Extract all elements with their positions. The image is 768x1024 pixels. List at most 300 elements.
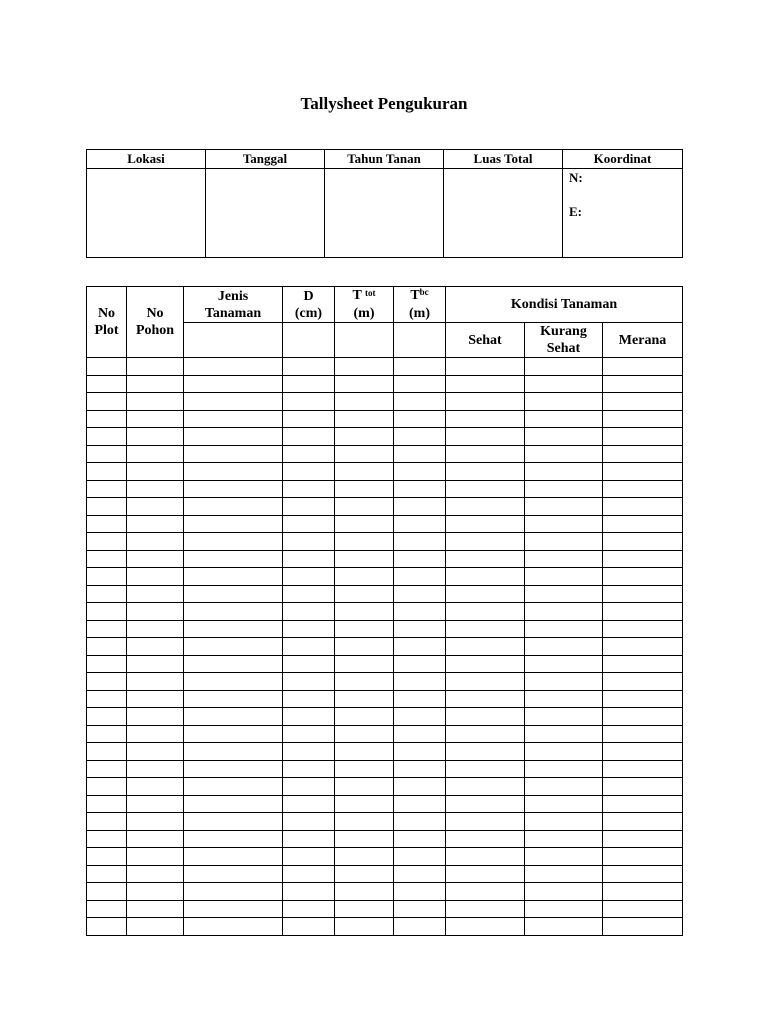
table-cell[interactable] xyxy=(87,655,127,673)
table-cell[interactable] xyxy=(283,760,335,778)
table-cell[interactable] xyxy=(446,830,525,848)
table-cell[interactable] xyxy=(127,743,184,761)
table-cell[interactable] xyxy=(603,568,683,586)
table-cell[interactable] xyxy=(446,760,525,778)
table-cell[interactable] xyxy=(127,673,184,691)
table-cell[interactable] xyxy=(603,428,683,446)
table-cell[interactable] xyxy=(603,393,683,411)
table-cell[interactable] xyxy=(87,883,127,901)
table-cell[interactable] xyxy=(283,393,335,411)
table-cell[interactable] xyxy=(603,515,683,533)
table-cell[interactable] xyxy=(525,358,603,376)
table-cell[interactable] xyxy=(184,515,283,533)
table-cell[interactable] xyxy=(87,515,127,533)
table-cell[interactable] xyxy=(525,813,603,831)
table-cell[interactable] xyxy=(184,603,283,621)
table-cell[interactable] xyxy=(335,813,394,831)
table-cell[interactable] xyxy=(127,498,184,516)
table-cell[interactable] xyxy=(283,410,335,428)
table-cell[interactable] xyxy=(87,708,127,726)
table-cell[interactable] xyxy=(283,585,335,603)
table-cell[interactable] xyxy=(184,410,283,428)
table-cell[interactable] xyxy=(394,533,446,551)
table-cell[interactable] xyxy=(394,918,446,936)
table-cell[interactable] xyxy=(525,533,603,551)
table-cell[interactable] xyxy=(603,498,683,516)
table-cell[interactable] xyxy=(394,708,446,726)
table-cell[interactable] xyxy=(525,743,603,761)
table-cell[interactable] xyxy=(394,778,446,796)
table-cell[interactable] xyxy=(127,865,184,883)
table-cell[interactable] xyxy=(335,410,394,428)
table-cell[interactable] xyxy=(394,760,446,778)
table-cell[interactable] xyxy=(525,883,603,901)
table-cell[interactable] xyxy=(603,585,683,603)
table-cell[interactable] xyxy=(394,883,446,901)
table-cell[interactable] xyxy=(87,393,127,411)
table-cell[interactable] xyxy=(335,428,394,446)
table-cell[interactable] xyxy=(603,375,683,393)
table-cell[interactable] xyxy=(525,498,603,516)
table-cell[interactable] xyxy=(446,743,525,761)
table-cell[interactable] xyxy=(603,445,683,463)
table-cell[interactable] xyxy=(184,428,283,446)
table-cell[interactable] xyxy=(394,568,446,586)
table-cell[interactable] xyxy=(525,603,603,621)
table-cell[interactable] xyxy=(446,393,525,411)
table-cell[interactable] xyxy=(127,760,184,778)
table-cell[interactable] xyxy=(335,375,394,393)
table-cell[interactable] xyxy=(603,813,683,831)
table-cell[interactable] xyxy=(127,585,184,603)
table-cell[interactable] xyxy=(283,480,335,498)
table-cell[interactable] xyxy=(394,358,446,376)
table-cell[interactable] xyxy=(127,795,184,813)
table-cell[interactable] xyxy=(127,550,184,568)
table-cell[interactable] xyxy=(283,725,335,743)
table-cell[interactable] xyxy=(127,813,184,831)
table-cell[interactable] xyxy=(127,603,184,621)
table-cell[interactable] xyxy=(283,795,335,813)
table-cell[interactable] xyxy=(283,620,335,638)
table-cell[interactable] xyxy=(525,463,603,481)
table-cell[interactable] xyxy=(87,463,127,481)
table-cell[interactable] xyxy=(525,795,603,813)
table-cell[interactable] xyxy=(525,428,603,446)
table-cell[interactable] xyxy=(335,708,394,726)
table-cell[interactable] xyxy=(335,480,394,498)
table-cell[interactable] xyxy=(335,620,394,638)
table-cell[interactable] xyxy=(394,848,446,866)
table-cell[interactable] xyxy=(283,900,335,918)
table-cell[interactable] xyxy=(127,655,184,673)
table-cell[interactable] xyxy=(335,673,394,691)
table-cell[interactable] xyxy=(525,655,603,673)
table-cell[interactable] xyxy=(446,620,525,638)
table-cell[interactable] xyxy=(87,795,127,813)
table-cell[interactable] xyxy=(603,410,683,428)
table-cell[interactable] xyxy=(184,533,283,551)
table-cell[interactable] xyxy=(283,375,335,393)
table-cell[interactable] xyxy=(283,830,335,848)
table-cell[interactable] xyxy=(446,445,525,463)
table-cell[interactable] xyxy=(394,673,446,691)
table-cell[interactable] xyxy=(127,900,184,918)
table-cell[interactable] xyxy=(446,883,525,901)
table-cell[interactable] xyxy=(87,375,127,393)
table-cell[interactable] xyxy=(283,865,335,883)
table-cell[interactable] xyxy=(127,778,184,796)
table-cell[interactable] xyxy=(184,708,283,726)
table-cell[interactable] xyxy=(335,743,394,761)
table-cell[interactable] xyxy=(283,655,335,673)
table-cell[interactable] xyxy=(87,813,127,831)
table-cell[interactable] xyxy=(603,848,683,866)
table-cell[interactable] xyxy=(87,568,127,586)
table-cell[interactable] xyxy=(446,550,525,568)
table-cell[interactable] xyxy=(87,498,127,516)
table-cell[interactable] xyxy=(525,760,603,778)
table-cell[interactable] xyxy=(184,743,283,761)
table-cell[interactable] xyxy=(283,550,335,568)
table-cell[interactable] xyxy=(335,550,394,568)
table-cell[interactable] xyxy=(603,480,683,498)
table-cell[interactable] xyxy=(283,743,335,761)
table-cell[interactable] xyxy=(525,900,603,918)
table-cell[interactable] xyxy=(394,410,446,428)
tahun-tanan-cell[interactable] xyxy=(325,169,444,258)
table-cell[interactable] xyxy=(184,795,283,813)
table-cell[interactable] xyxy=(394,690,446,708)
table-cell[interactable] xyxy=(446,515,525,533)
table-cell[interactable] xyxy=(184,480,283,498)
table-cell[interactable] xyxy=(127,480,184,498)
table-cell[interactable] xyxy=(446,900,525,918)
table-cell[interactable] xyxy=(394,515,446,533)
table-cell[interactable] xyxy=(603,550,683,568)
table-cell[interactable] xyxy=(394,865,446,883)
table-cell[interactable] xyxy=(335,883,394,901)
table-cell[interactable] xyxy=(394,585,446,603)
table-cell[interactable] xyxy=(446,638,525,656)
table-cell[interactable] xyxy=(603,690,683,708)
table-cell[interactable] xyxy=(283,708,335,726)
table-cell[interactable] xyxy=(184,778,283,796)
table-cell[interactable] xyxy=(283,638,335,656)
table-cell[interactable] xyxy=(446,778,525,796)
table-cell[interactable] xyxy=(184,725,283,743)
table-cell[interactable] xyxy=(184,620,283,638)
table-cell[interactable] xyxy=(603,760,683,778)
table-cell[interactable] xyxy=(283,428,335,446)
table-cell[interactable] xyxy=(335,463,394,481)
table-cell[interactable] xyxy=(446,848,525,866)
table-cell[interactable] xyxy=(184,655,283,673)
table-cell[interactable] xyxy=(603,655,683,673)
table-cell[interactable] xyxy=(394,743,446,761)
table-cell[interactable] xyxy=(87,358,127,376)
table-cell[interactable] xyxy=(335,725,394,743)
table-cell[interactable] xyxy=(184,585,283,603)
table-cell[interactable] xyxy=(394,550,446,568)
table-cell[interactable] xyxy=(87,533,127,551)
table-cell[interactable] xyxy=(603,743,683,761)
table-cell[interactable] xyxy=(335,585,394,603)
table-cell[interactable] xyxy=(603,795,683,813)
table-cell[interactable] xyxy=(446,813,525,831)
table-cell[interactable] xyxy=(335,498,394,516)
table-cell[interactable] xyxy=(87,673,127,691)
table-cell[interactable] xyxy=(184,848,283,866)
table-cell[interactable] xyxy=(335,515,394,533)
table-cell[interactable] xyxy=(394,480,446,498)
table-cell[interactable] xyxy=(184,690,283,708)
table-cell[interactable] xyxy=(184,918,283,936)
table-cell[interactable] xyxy=(283,515,335,533)
table-cell[interactable] xyxy=(87,620,127,638)
table-cell[interactable] xyxy=(446,533,525,551)
table-cell[interactable] xyxy=(446,865,525,883)
table-cell[interactable] xyxy=(87,445,127,463)
table-cell[interactable] xyxy=(283,690,335,708)
table-cell[interactable] xyxy=(603,533,683,551)
table-cell[interactable] xyxy=(394,795,446,813)
table-cell[interactable] xyxy=(335,358,394,376)
table-cell[interactable] xyxy=(525,480,603,498)
table-cell[interactable] xyxy=(127,375,184,393)
table-cell[interactable] xyxy=(184,568,283,586)
table-cell[interactable] xyxy=(335,638,394,656)
table-cell[interactable] xyxy=(394,813,446,831)
table-cell[interactable] xyxy=(283,813,335,831)
table-cell[interactable] xyxy=(525,830,603,848)
table-cell[interactable] xyxy=(525,918,603,936)
table-cell[interactable] xyxy=(184,393,283,411)
table-cell[interactable] xyxy=(603,620,683,638)
table-cell[interactable] xyxy=(87,480,127,498)
table-cell[interactable] xyxy=(446,708,525,726)
table-cell[interactable] xyxy=(603,778,683,796)
table-cell[interactable] xyxy=(446,410,525,428)
table-cell[interactable] xyxy=(394,498,446,516)
table-cell[interactable] xyxy=(603,603,683,621)
table-cell[interactable] xyxy=(127,918,184,936)
table-cell[interactable] xyxy=(87,603,127,621)
table-cell[interactable] xyxy=(394,445,446,463)
table-cell[interactable] xyxy=(184,865,283,883)
table-cell[interactable] xyxy=(127,463,184,481)
table-cell[interactable] xyxy=(446,463,525,481)
table-cell[interactable] xyxy=(446,375,525,393)
koordinat-cell[interactable] xyxy=(563,169,683,258)
table-cell[interactable] xyxy=(127,445,184,463)
table-cell[interactable] xyxy=(335,393,394,411)
table-cell[interactable] xyxy=(283,883,335,901)
table-cell[interactable] xyxy=(335,918,394,936)
table-cell[interactable] xyxy=(603,883,683,901)
table-cell[interactable] xyxy=(87,638,127,656)
table-cell[interactable] xyxy=(603,673,683,691)
table-cell[interactable] xyxy=(335,795,394,813)
table-cell[interactable] xyxy=(87,865,127,883)
table-cell[interactable] xyxy=(446,568,525,586)
table-cell[interactable] xyxy=(127,515,184,533)
table-cell[interactable] xyxy=(335,533,394,551)
table-cell[interactable] xyxy=(283,673,335,691)
table-cell[interactable] xyxy=(335,568,394,586)
table-cell[interactable] xyxy=(127,883,184,901)
table-cell[interactable] xyxy=(283,533,335,551)
table-cell[interactable] xyxy=(394,463,446,481)
table-cell[interactable] xyxy=(184,498,283,516)
table-cell[interactable] xyxy=(394,393,446,411)
table-cell[interactable] xyxy=(335,690,394,708)
table-cell[interactable] xyxy=(335,655,394,673)
table-cell[interactable] xyxy=(184,358,283,376)
table-cell[interactable] xyxy=(127,358,184,376)
table-cell[interactable] xyxy=(394,620,446,638)
table-cell[interactable] xyxy=(446,673,525,691)
table-cell[interactable] xyxy=(446,585,525,603)
table-cell[interactable] xyxy=(87,760,127,778)
luas-total-cell[interactable] xyxy=(444,169,563,258)
lokasi-cell[interactable] xyxy=(87,169,206,258)
tanggal-cell[interactable] xyxy=(206,169,325,258)
table-cell[interactable] xyxy=(283,918,335,936)
table-cell[interactable] xyxy=(184,813,283,831)
table-cell[interactable] xyxy=(87,743,127,761)
table-cell[interactable] xyxy=(127,428,184,446)
table-cell[interactable] xyxy=(87,690,127,708)
table-cell[interactable] xyxy=(603,638,683,656)
table-cell[interactable] xyxy=(184,760,283,778)
table-cell[interactable] xyxy=(394,375,446,393)
table-cell[interactable] xyxy=(127,708,184,726)
table-cell[interactable] xyxy=(127,410,184,428)
table-cell[interactable] xyxy=(446,358,525,376)
table-cell[interactable] xyxy=(603,830,683,848)
table-cell[interactable] xyxy=(525,550,603,568)
table-cell[interactable] xyxy=(184,883,283,901)
table-cell[interactable] xyxy=(394,638,446,656)
table-cell[interactable] xyxy=(446,480,525,498)
table-cell[interactable] xyxy=(446,690,525,708)
table-cell[interactable] xyxy=(525,375,603,393)
table-cell[interactable] xyxy=(446,725,525,743)
table-cell[interactable] xyxy=(184,638,283,656)
table-cell[interactable] xyxy=(525,445,603,463)
table-cell[interactable] xyxy=(87,550,127,568)
table-cell[interactable] xyxy=(87,428,127,446)
table-cell[interactable] xyxy=(603,463,683,481)
table-cell[interactable] xyxy=(525,778,603,796)
table-cell[interactable] xyxy=(127,638,184,656)
table-cell[interactable] xyxy=(184,445,283,463)
table-cell[interactable] xyxy=(87,900,127,918)
table-cell[interactable] xyxy=(335,445,394,463)
table-cell[interactable] xyxy=(525,393,603,411)
table-cell[interactable] xyxy=(603,725,683,743)
table-cell[interactable] xyxy=(87,918,127,936)
table-cell[interactable] xyxy=(603,865,683,883)
table-cell[interactable] xyxy=(87,725,127,743)
table-cell[interactable] xyxy=(335,830,394,848)
table-cell[interactable] xyxy=(184,900,283,918)
table-cell[interactable] xyxy=(87,778,127,796)
table-cell[interactable] xyxy=(525,638,603,656)
table-cell[interactable] xyxy=(283,778,335,796)
table-cell[interactable] xyxy=(446,428,525,446)
table-cell[interactable] xyxy=(446,603,525,621)
table-cell[interactable] xyxy=(283,358,335,376)
table-cell[interactable] xyxy=(394,655,446,673)
table-cell[interactable] xyxy=(283,568,335,586)
table-cell[interactable] xyxy=(603,918,683,936)
table-cell[interactable] xyxy=(525,725,603,743)
table-cell[interactable] xyxy=(394,900,446,918)
table-cell[interactable] xyxy=(525,585,603,603)
table-cell[interactable] xyxy=(335,603,394,621)
table-cell[interactable] xyxy=(394,603,446,621)
table-cell[interactable] xyxy=(525,568,603,586)
table-cell[interactable] xyxy=(283,848,335,866)
table-cell[interactable] xyxy=(335,848,394,866)
table-cell[interactable] xyxy=(127,848,184,866)
table-cell[interactable] xyxy=(283,498,335,516)
table-cell[interactable] xyxy=(603,900,683,918)
table-cell[interactable] xyxy=(525,410,603,428)
table-cell[interactable] xyxy=(603,708,683,726)
table-cell[interactable] xyxy=(283,603,335,621)
table-cell[interactable] xyxy=(394,428,446,446)
table-cell[interactable] xyxy=(127,533,184,551)
table-cell[interactable] xyxy=(335,778,394,796)
table-cell[interactable] xyxy=(283,445,335,463)
table-cell[interactable] xyxy=(446,498,525,516)
table-cell[interactable] xyxy=(87,830,127,848)
table-cell[interactable] xyxy=(525,690,603,708)
table-cell[interactable] xyxy=(446,918,525,936)
table-cell[interactable] xyxy=(394,830,446,848)
table-cell[interactable] xyxy=(603,358,683,376)
table-cell[interactable] xyxy=(184,550,283,568)
table-cell[interactable] xyxy=(446,795,525,813)
table-cell[interactable] xyxy=(127,690,184,708)
table-cell[interactable] xyxy=(525,848,603,866)
table-cell[interactable] xyxy=(335,760,394,778)
table-cell[interactable] xyxy=(184,830,283,848)
table-cell[interactable] xyxy=(335,900,394,918)
table-cell[interactable] xyxy=(525,515,603,533)
table-cell[interactable] xyxy=(127,830,184,848)
table-cell[interactable] xyxy=(525,673,603,691)
table-cell[interactable] xyxy=(446,655,525,673)
table-cell[interactable] xyxy=(283,463,335,481)
table-cell[interactable] xyxy=(127,620,184,638)
table-cell[interactable] xyxy=(127,725,184,743)
table-cell[interactable] xyxy=(87,585,127,603)
table-cell[interactable] xyxy=(335,865,394,883)
table-cell[interactable] xyxy=(184,673,283,691)
table-cell[interactable] xyxy=(525,620,603,638)
table-cell[interactable] xyxy=(127,568,184,586)
table-cell[interactable] xyxy=(87,848,127,866)
table-cell[interactable] xyxy=(87,410,127,428)
table-cell[interactable] xyxy=(525,865,603,883)
table-cell[interactable] xyxy=(394,725,446,743)
table-cell[interactable] xyxy=(184,375,283,393)
table-cell[interactable] xyxy=(184,463,283,481)
